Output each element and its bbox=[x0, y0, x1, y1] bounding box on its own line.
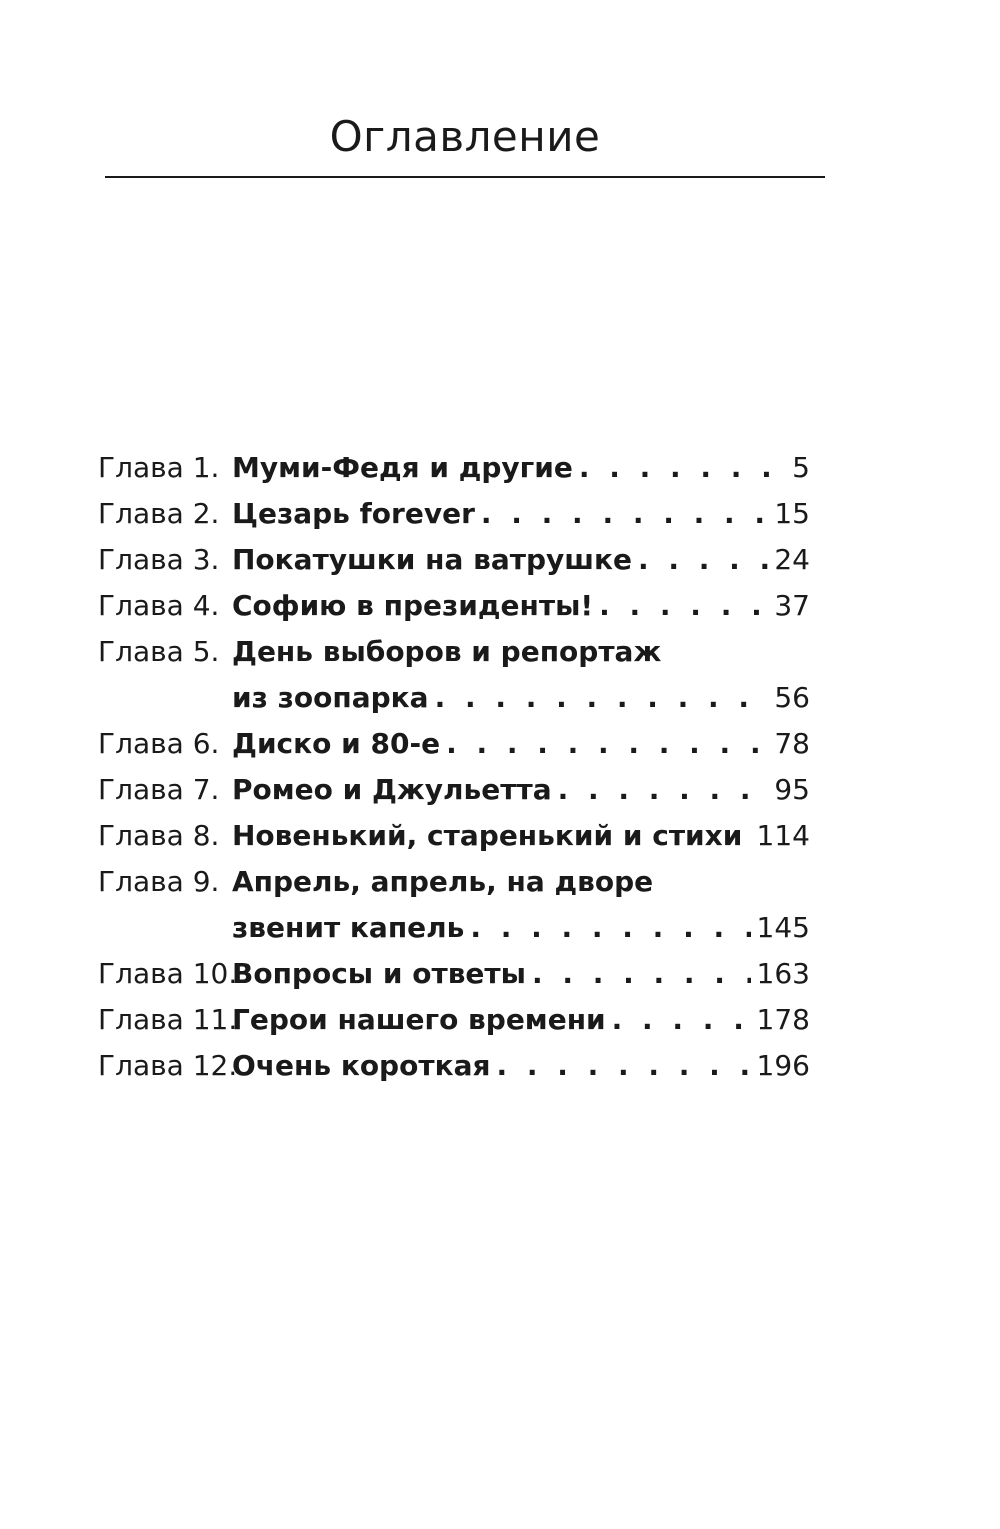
dot-leader bbox=[638, 537, 768, 583]
chapter-title: Ромео и Джульетта bbox=[232, 773, 552, 806]
chapter-title: День выборов и репортаж bbox=[232, 635, 662, 668]
chapter-title: Новенький, старенький и стихи bbox=[232, 819, 743, 852]
chapter-entry bbox=[232, 905, 810, 951]
toc-entry-line bbox=[98, 767, 810, 813]
toc-entry-line bbox=[98, 1043, 810, 1089]
dot-leader bbox=[579, 445, 786, 491]
chapter-label: Глава 6. bbox=[98, 727, 220, 760]
page-number: 56 bbox=[774, 681, 810, 714]
page-number: 95 bbox=[774, 773, 810, 806]
toc-entry-line bbox=[98, 813, 810, 859]
chapter-entry bbox=[232, 997, 810, 1043]
chapter-label: Глава 8. bbox=[98, 819, 220, 852]
chapter-entry bbox=[232, 583, 810, 629]
table-of-contents bbox=[98, 445, 810, 1089]
page-number: 178 bbox=[756, 1003, 810, 1036]
toc-entry-line bbox=[98, 951, 810, 997]
dot-leader bbox=[481, 491, 768, 537]
chapter-entry bbox=[232, 445, 810, 491]
dot-leader bbox=[599, 583, 768, 629]
dot-leader bbox=[446, 721, 768, 767]
chapter-title: Муми-Федя и другие bbox=[232, 451, 573, 484]
toc-entry-line bbox=[98, 997, 810, 1043]
chapter-label: Глава 7. bbox=[98, 773, 220, 806]
chapter-label: Глава 12. bbox=[98, 1049, 238, 1082]
chapter-title: Герои нашего времени bbox=[232, 1003, 606, 1036]
chapter-entry bbox=[232, 813, 810, 859]
chapter-label: Глава 3. bbox=[98, 543, 220, 576]
dot-leader bbox=[748, 813, 750, 859]
toc-entry-line bbox=[98, 583, 810, 629]
chapter-entry bbox=[232, 721, 810, 767]
dot-leader bbox=[470, 905, 750, 951]
toc-entry-line bbox=[98, 675, 810, 721]
page-number: 5 bbox=[792, 451, 810, 484]
chapter-entry bbox=[232, 491, 810, 537]
chapter-entry bbox=[232, 537, 810, 583]
page-number: 145 bbox=[756, 911, 810, 944]
chapter-label: Глава 1. bbox=[98, 451, 220, 484]
chapter-title: Софию в президенты! bbox=[232, 589, 594, 622]
chapter-entry bbox=[232, 629, 810, 675]
chapter-label: Глава 10. bbox=[98, 957, 238, 990]
page-number: 15 bbox=[774, 497, 810, 530]
chapter-label: Глава 4. bbox=[98, 589, 220, 622]
chapter-title: Цезарь forever bbox=[232, 497, 475, 530]
dot-leader bbox=[496, 1043, 750, 1089]
chapter-title: Очень короткая bbox=[232, 1049, 491, 1082]
page-number: 114 bbox=[756, 819, 810, 852]
page-title: Оглавление bbox=[329, 112, 601, 161]
toc-entry-line bbox=[98, 629, 810, 675]
dot-leader bbox=[435, 675, 769, 721]
chapter-label: Глава 2. bbox=[98, 497, 220, 530]
chapter-title: Вопросы и ответы bbox=[232, 957, 526, 990]
chapter-label: Глава 9. bbox=[98, 865, 220, 898]
chapter-title: Апрель, апрель, на дворе bbox=[232, 865, 654, 898]
chapter-entry bbox=[232, 951, 810, 997]
page-number: 78 bbox=[774, 727, 810, 760]
chapter-title: Покатушки на ватрушке bbox=[232, 543, 633, 576]
chapter-label: Глава 11. bbox=[98, 1003, 238, 1036]
chapter-title: звенит капель bbox=[232, 911, 465, 944]
chapter-entry bbox=[232, 859, 810, 905]
chapter-entry bbox=[232, 675, 810, 721]
page-number: 37 bbox=[774, 589, 810, 622]
dot-leader bbox=[532, 951, 751, 997]
chapter-entry bbox=[232, 1043, 810, 1089]
chapter-entry bbox=[232, 767, 810, 813]
toc-entry-line bbox=[98, 905, 810, 951]
chapter-title: из зоопарка bbox=[232, 681, 429, 714]
toc-entry-line bbox=[98, 721, 810, 767]
chapter-label: Глава 5. bbox=[98, 635, 220, 668]
page-number: 196 bbox=[756, 1049, 810, 1082]
toc-entry-line bbox=[98, 491, 810, 537]
page-number: 24 bbox=[774, 543, 810, 576]
title-divider bbox=[105, 176, 825, 178]
dot-leader bbox=[612, 997, 751, 1043]
toc-entry-line bbox=[98, 537, 810, 583]
dot-leader bbox=[558, 767, 769, 813]
toc-entry-line bbox=[98, 445, 810, 491]
page-number: 163 bbox=[756, 957, 810, 990]
toc-entry-line bbox=[98, 859, 810, 905]
chapter-title: Диско и 80-е bbox=[232, 727, 441, 760]
